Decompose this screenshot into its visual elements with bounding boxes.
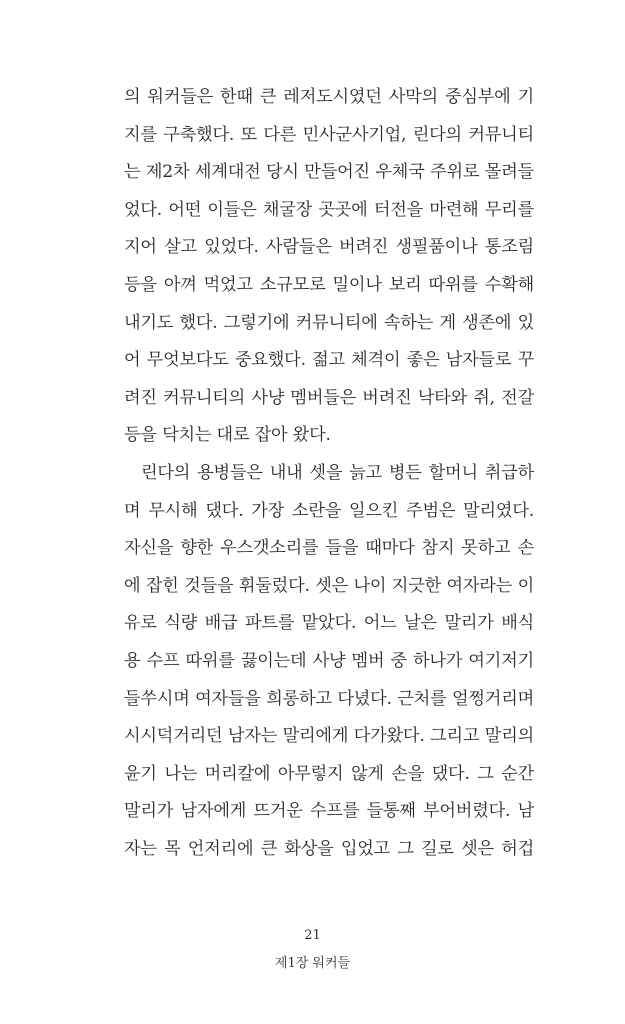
text-line: 시시덕거리던 남자는 말리에게 다가왔다. 그리고 말리의 <box>124 726 534 747</box>
text-line: 유로 식량 배급 파트를 맡았다. 어느 날은 말리가 배식 <box>124 613 534 634</box>
text-line: 려진 커뮤니티의 사냥 멤버들은 버려진 낙타와 쥐, 전갈 <box>124 387 534 408</box>
text-line: 내기도 했다. 그렇기에 커뮤니티에 속하는 게 생존에 있 <box>124 312 534 333</box>
text-line: 자는 목 언저리에 큰 화상을 입었고 그 길로 셋은 허겁 <box>124 838 534 859</box>
text-line: 지어 살고 있었다. 사람들은 버려진 생필품이나 통조림 <box>124 237 534 258</box>
body-text <box>124 79 534 868</box>
text-line: 지를 구축했다. 또 다른 민사군사기업, 린다의 커뮤니티 <box>124 124 534 145</box>
text-line: 자신을 향한 우스갯소리를 들을 때마다 참지 못하고 손 <box>124 538 534 559</box>
text-line: 며 무시해 댔다. 가장 소란을 일으킨 주범은 말리였다. <box>124 500 534 521</box>
text-line-paragraph-start: 린다의 용병들은 내내 셋을 늙고 병든 할머니 취급하 <box>141 462 534 483</box>
chapter-title: 제1장 워커들 <box>274 956 351 971</box>
text-line-paragraph-end: 등을 닥치는 대로 잡아 왔다. <box>124 425 331 446</box>
text-line: 윤기 나는 머리칼에 아무렇지 않게 손을 댔다. 그 순간 <box>124 763 534 784</box>
text-line: 었다. 어떤 이들은 채굴장 곳곳에 터전을 마련해 무리를 <box>124 199 534 220</box>
text-line: 들쑤시며 여자들을 희롱하고 다녔다. 근처를 얼쩡거리며 <box>124 688 534 709</box>
text-line: 어 무엇보다도 중요했다. 젊고 체격이 좋은 남자들로 꾸 <box>124 350 534 371</box>
text-line: 는 제2차 세계대전 당시 만들어진 우체국 주위로 몰려들 <box>124 162 534 183</box>
text-line: 용 수프 따위를 끓이는데 사냥 멤버 중 하나가 여기저기 <box>124 650 534 671</box>
text-line: 등을 아껴 먹었고 소규모로 밀이나 보리 따위를 수확해 <box>124 274 534 295</box>
text-line: 말리가 남자에게 뜨거운 수프를 들통째 부어버렸다. 남 <box>124 801 534 822</box>
text-line: 의 워커들은 한때 큰 레저도시였던 사막의 중심부에 기 <box>124 87 534 107</box>
text-line: 에 잡힌 것들을 휘둘렀다. 셋은 나이 지긋한 여자라는 이 <box>124 575 534 596</box>
page-number: 21 <box>304 928 321 943</box>
